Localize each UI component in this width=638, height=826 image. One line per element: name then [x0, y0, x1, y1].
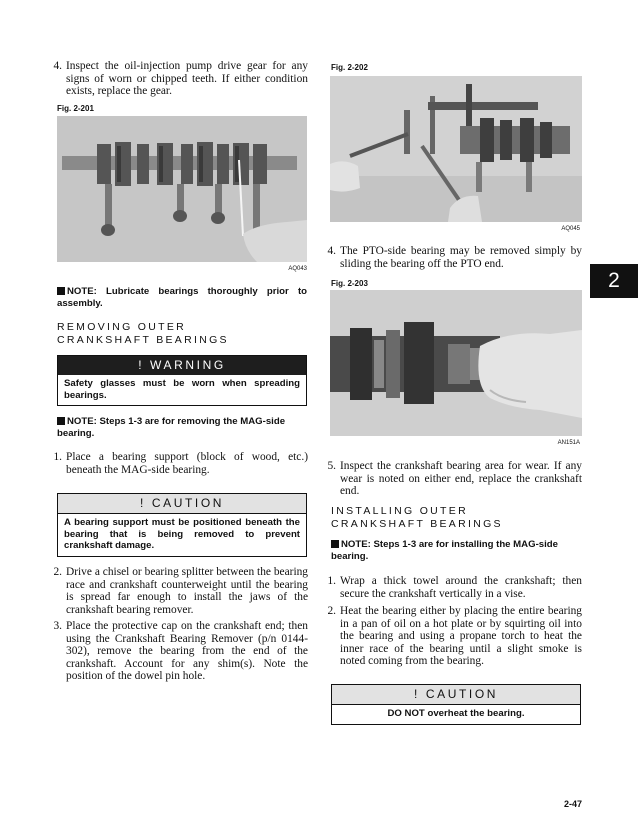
heading-removing-line2: CRANKSHAFT BEARINGS — [57, 333, 229, 346]
note-steps-removing — [57, 416, 307, 439]
fig-2-203-label: Fig. 2-203 — [331, 279, 368, 288]
fig-2-202-label: Fig. 2-202 — [331, 63, 368, 72]
fig-2-203-photo — [330, 290, 582, 436]
pto-bearing-image — [330, 290, 582, 436]
note-lubricate-text: NOTE: Lubricate bearings thoroughly prior to assembly. — [57, 286, 307, 309]
heading-installing — [331, 505, 503, 530]
note-square-icon — [57, 287, 65, 295]
fig-2-202-photo — [330, 76, 582, 222]
left-step-4: 4. Inspect the oil-injection pump drive gear for any signs of worn or chipped teeth. If either condition exists, replace the gear. — [53, 60, 308, 98]
heading-removing — [57, 321, 229, 346]
right-step-2: 2. Heat the bearing either by placing the entire bearing in a pan of oil on a hot plate or by squirting oil into the bearing and using a propane torch to heat the inner race of the bearing until a slight smoke is noted coming from the bearing. — [327, 605, 582, 668]
caution-title-left: ! CAUTION — [58, 494, 306, 514]
fig-2-201-code: AQ043 — [288, 266, 307, 272]
left-step-3: 3. Place the protective cap on the crankshaft end; then using the Crankshaft Bearing Remover (p/n 0144-302), remove the bearing from the end of the crankshaft. Account for any shim(s). Note the position of the dowel pin hole. — [53, 620, 308, 683]
left-step-2: 2. Drive a chisel or bearing splitter between the bearing race and crankshaft counterweight until the bearing is spread far enough to install the jaws of the crankshaft bearing remover. — [53, 566, 308, 616]
left-step-1: 1. Place a bearing support (block of wood, etc.) beneath the MAG-side bearing. — [53, 451, 308, 476]
page-number: 2-47 — [563, 799, 582, 809]
caution-body-left: A bearing support must be positioned beneath the bearing that is being removed to prevent crankshaft damage. — [64, 517, 300, 552]
right-step-1: 1. Wrap a thick towel around the crankshaft; then secure the crankshaft vertically in a vise. — [327, 575, 582, 600]
note-steps-installing-text: NOTE: Steps 1-3 are for installing the MAG-side bearing. — [331, 539, 558, 562]
caution-body-right: DO NOT overheat the bearing. — [387, 708, 525, 719]
crankshaft-image — [57, 116, 307, 262]
warning-box — [57, 355, 307, 406]
fig-2-201-label: Fig. 2-201 — [57, 104, 94, 113]
warning-title: ! WARNING — [58, 356, 306, 375]
heading-installing-line1: INSTALLING OUTER — [331, 505, 468, 517]
section-tab: 2 — [590, 264, 638, 298]
caution-box-right — [331, 684, 581, 725]
right-step-5: 5. Inspect the crankshaft bearing area for wear. If any wear is noted on either end, replace the crankshaft end. — [327, 460, 582, 498]
right-step-4: 4. The PTO-side bearing may be removed simply by sliding the bearing off the PTO end. — [327, 245, 582, 270]
note-square-icon — [331, 540, 339, 548]
fig-2-203-code: AN151A — [557, 440, 580, 446]
caution-box-left — [57, 493, 307, 557]
bearing-remover-image — [330, 76, 582, 222]
heading-installing-line2: CRANKSHAFT BEARINGS — [331, 517, 503, 530]
note-steps-installing — [331, 539, 581, 562]
caution-title-right: ! CAUTION — [332, 685, 580, 705]
warning-body: Safety glasses must be worn when spreading bearings. — [64, 378, 300, 401]
fig-2-202-code: AQ045 — [561, 226, 580, 232]
note-lubricate — [57, 286, 307, 309]
heading-removing-line1: REMOVING OUTER — [57, 321, 187, 333]
note-square-icon — [57, 417, 65, 425]
note-steps-removing-text: NOTE: Steps 1-3 are for removing the MAG-side bearing. — [57, 416, 286, 439]
fig-2-201-photo — [57, 116, 307, 262]
